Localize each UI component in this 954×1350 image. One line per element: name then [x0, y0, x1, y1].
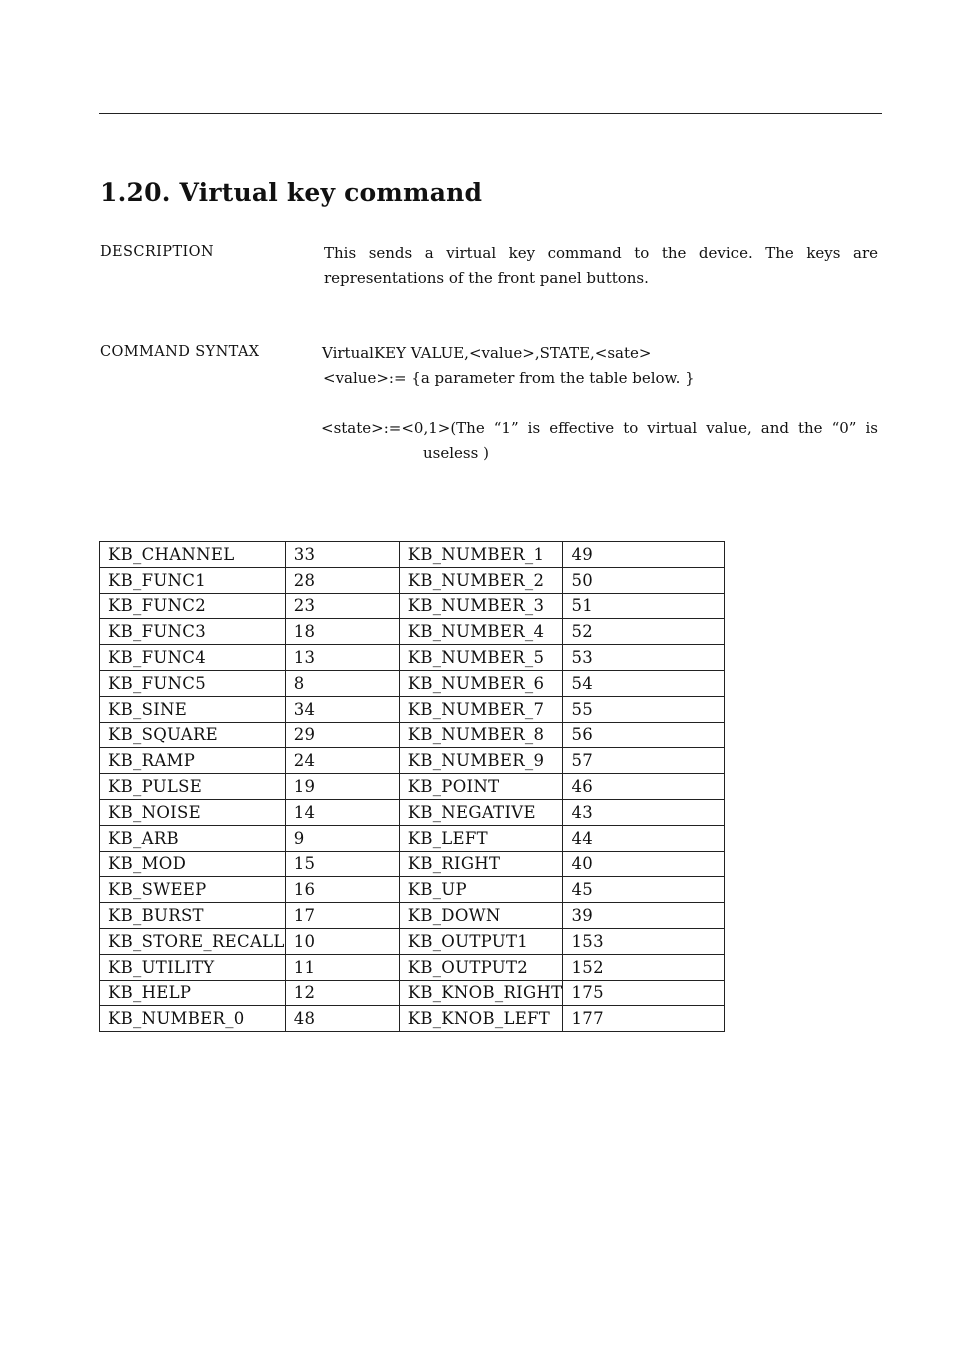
- virtual-key-table-body: [100, 542, 725, 1032]
- key-code-cell: 23: [285, 593, 399, 619]
- key-name-cell: KB_DOWN: [399, 903, 563, 929]
- table-row: [100, 670, 725, 696]
- key-code-cell: 175: [563, 980, 725, 1006]
- key-name-cell: KB_RAMP: [100, 748, 286, 774]
- key-name-cell: KB_MOD: [100, 851, 286, 877]
- table-row: [100, 851, 725, 877]
- syntax-line-state: <state>:=<0,1>(The “1” is effective to virtual value, and the “0” is: [321, 419, 878, 437]
- key-code-cell: 9: [285, 825, 399, 851]
- key-code-cell: 53: [563, 645, 725, 671]
- key-code-cell: 55: [563, 696, 725, 722]
- virtual-key-table: [99, 541, 725, 1032]
- key-name-cell: KB_UP: [399, 877, 563, 903]
- key-code-cell: 29: [285, 722, 399, 748]
- key-name-cell: KB_KNOB_RIGHT: [399, 980, 563, 1006]
- key-name-cell: KB_FUNC4: [100, 645, 286, 671]
- key-code-cell: 40: [563, 851, 725, 877]
- key-code-cell: 34: [285, 696, 399, 722]
- section-title: 1.20. Virtual key command: [100, 178, 483, 207]
- key-name-cell: KB_NUMBER_9: [399, 748, 563, 774]
- table-row: [100, 903, 725, 929]
- key-name-cell: KB_NUMBER_7: [399, 696, 563, 722]
- key-code-cell: 24: [285, 748, 399, 774]
- table-row: [100, 542, 725, 568]
- key-name-cell: KB_NUMBER_3: [399, 593, 563, 619]
- key-code-cell: 8: [285, 670, 399, 696]
- key-code-cell: 39: [563, 903, 725, 929]
- key-name-cell: KB_NUMBER_8: [399, 722, 563, 748]
- key-code-cell: 50: [563, 567, 725, 593]
- key-name-cell: KB_NUMBER_1: [399, 542, 563, 568]
- syntax-line-value: <value>:= {a parameter from the table below. }: [323, 369, 695, 387]
- key-name-cell: KB_NUMBER_2: [399, 567, 563, 593]
- key-code-cell: 14: [285, 799, 399, 825]
- command-syntax-label: COMMAND SYNTAX: [100, 344, 260, 360]
- key-code-cell: 28: [285, 567, 399, 593]
- table-row: [100, 619, 725, 645]
- header-rule: [99, 113, 882, 114]
- table-row: [100, 774, 725, 800]
- table-row: [100, 980, 725, 1006]
- key-name-cell: KB_HELP: [100, 980, 286, 1006]
- key-code-cell: 44: [563, 825, 725, 851]
- key-name-cell: KB_RIGHT: [399, 851, 563, 877]
- table-row: [100, 954, 725, 980]
- key-name-cell: KB_BURST: [100, 903, 286, 929]
- table-row: [100, 928, 725, 954]
- key-name-cell: KB_FUNC1: [100, 567, 286, 593]
- table-row: [100, 877, 725, 903]
- key-name-cell: KB_FUNC3: [100, 619, 286, 645]
- key-code-cell: 45: [563, 877, 725, 903]
- key-code-cell: 18: [285, 619, 399, 645]
- key-code-cell: 16: [285, 877, 399, 903]
- key-name-cell: KB_FUNC5: [100, 670, 286, 696]
- syntax-line-command: VirtualKEY VALUE,<value>,STATE,<sate>: [322, 344, 652, 362]
- key-code-cell: 51: [563, 593, 725, 619]
- table-row: [100, 645, 725, 671]
- key-code-cell: 153: [563, 928, 725, 954]
- key-code-cell: 43: [563, 799, 725, 825]
- table-row: [100, 825, 725, 851]
- key-code-cell: 13: [285, 645, 399, 671]
- key-code-cell: 49: [563, 542, 725, 568]
- description-label: DESCRIPTION: [100, 244, 215, 260]
- key-name-cell: KB_NUMBER_5: [399, 645, 563, 671]
- key-name-cell: KB_NUMBER_0: [100, 1006, 286, 1032]
- key-code-cell: 11: [285, 954, 399, 980]
- key-code-cell: 10: [285, 928, 399, 954]
- key-code-cell: 12: [285, 980, 399, 1006]
- key-name-cell: KB_CHANNEL: [100, 542, 286, 568]
- key-code-cell: 177: [563, 1006, 725, 1032]
- key-name-cell: KB_KNOB_LEFT: [399, 1006, 563, 1032]
- key-code-cell: 57: [563, 748, 725, 774]
- key-name-cell: KB_SWEEP: [100, 877, 286, 903]
- key-name-cell: KB_PULSE: [100, 774, 286, 800]
- key-name-cell: KB_NEGATIVE: [399, 799, 563, 825]
- key-name-cell: KB_FUNC2: [100, 593, 286, 619]
- key-code-cell: 33: [285, 542, 399, 568]
- key-code-cell: 54: [563, 670, 725, 696]
- key-name-cell: KB_LEFT: [399, 825, 563, 851]
- key-code-cell: 46: [563, 774, 725, 800]
- table-row: [100, 696, 725, 722]
- key-code-cell: 48: [285, 1006, 399, 1032]
- key-name-cell: KB_UTILITY: [100, 954, 286, 980]
- table-row: [100, 567, 725, 593]
- key-code-cell: 52: [563, 619, 725, 645]
- key-name-cell: KB_ARB: [100, 825, 286, 851]
- key-code-cell: 56: [563, 722, 725, 748]
- key-name-cell: KB_SQUARE: [100, 722, 286, 748]
- key-code-cell: 15: [285, 851, 399, 877]
- key-code-cell: 17: [285, 903, 399, 929]
- table-row: [100, 593, 725, 619]
- key-code-cell: 19: [285, 774, 399, 800]
- key-name-cell: KB_OUTPUT1: [399, 928, 563, 954]
- syntax-line-state-continued: useless ): [423, 444, 489, 462]
- key-name-cell: KB_SINE: [100, 696, 286, 722]
- key-name-cell: KB_POINT: [399, 774, 563, 800]
- key-code-cell: 152: [563, 954, 725, 980]
- key-name-cell: KB_NOISE: [100, 799, 286, 825]
- key-name-cell: KB_NUMBER_6: [399, 670, 563, 696]
- table-row: [100, 799, 725, 825]
- table-row: [100, 748, 725, 774]
- key-name-cell: KB_OUTPUT2: [399, 954, 563, 980]
- key-name-cell: KB_NUMBER_4: [399, 619, 563, 645]
- table-row: [100, 722, 725, 748]
- description-text: This sends a virtual key command to the device. The keys are representations of the front panel buttons.: [324, 244, 878, 287]
- table-row: [100, 1006, 725, 1032]
- key-name-cell: KB_STORE_RECALL: [100, 928, 286, 954]
